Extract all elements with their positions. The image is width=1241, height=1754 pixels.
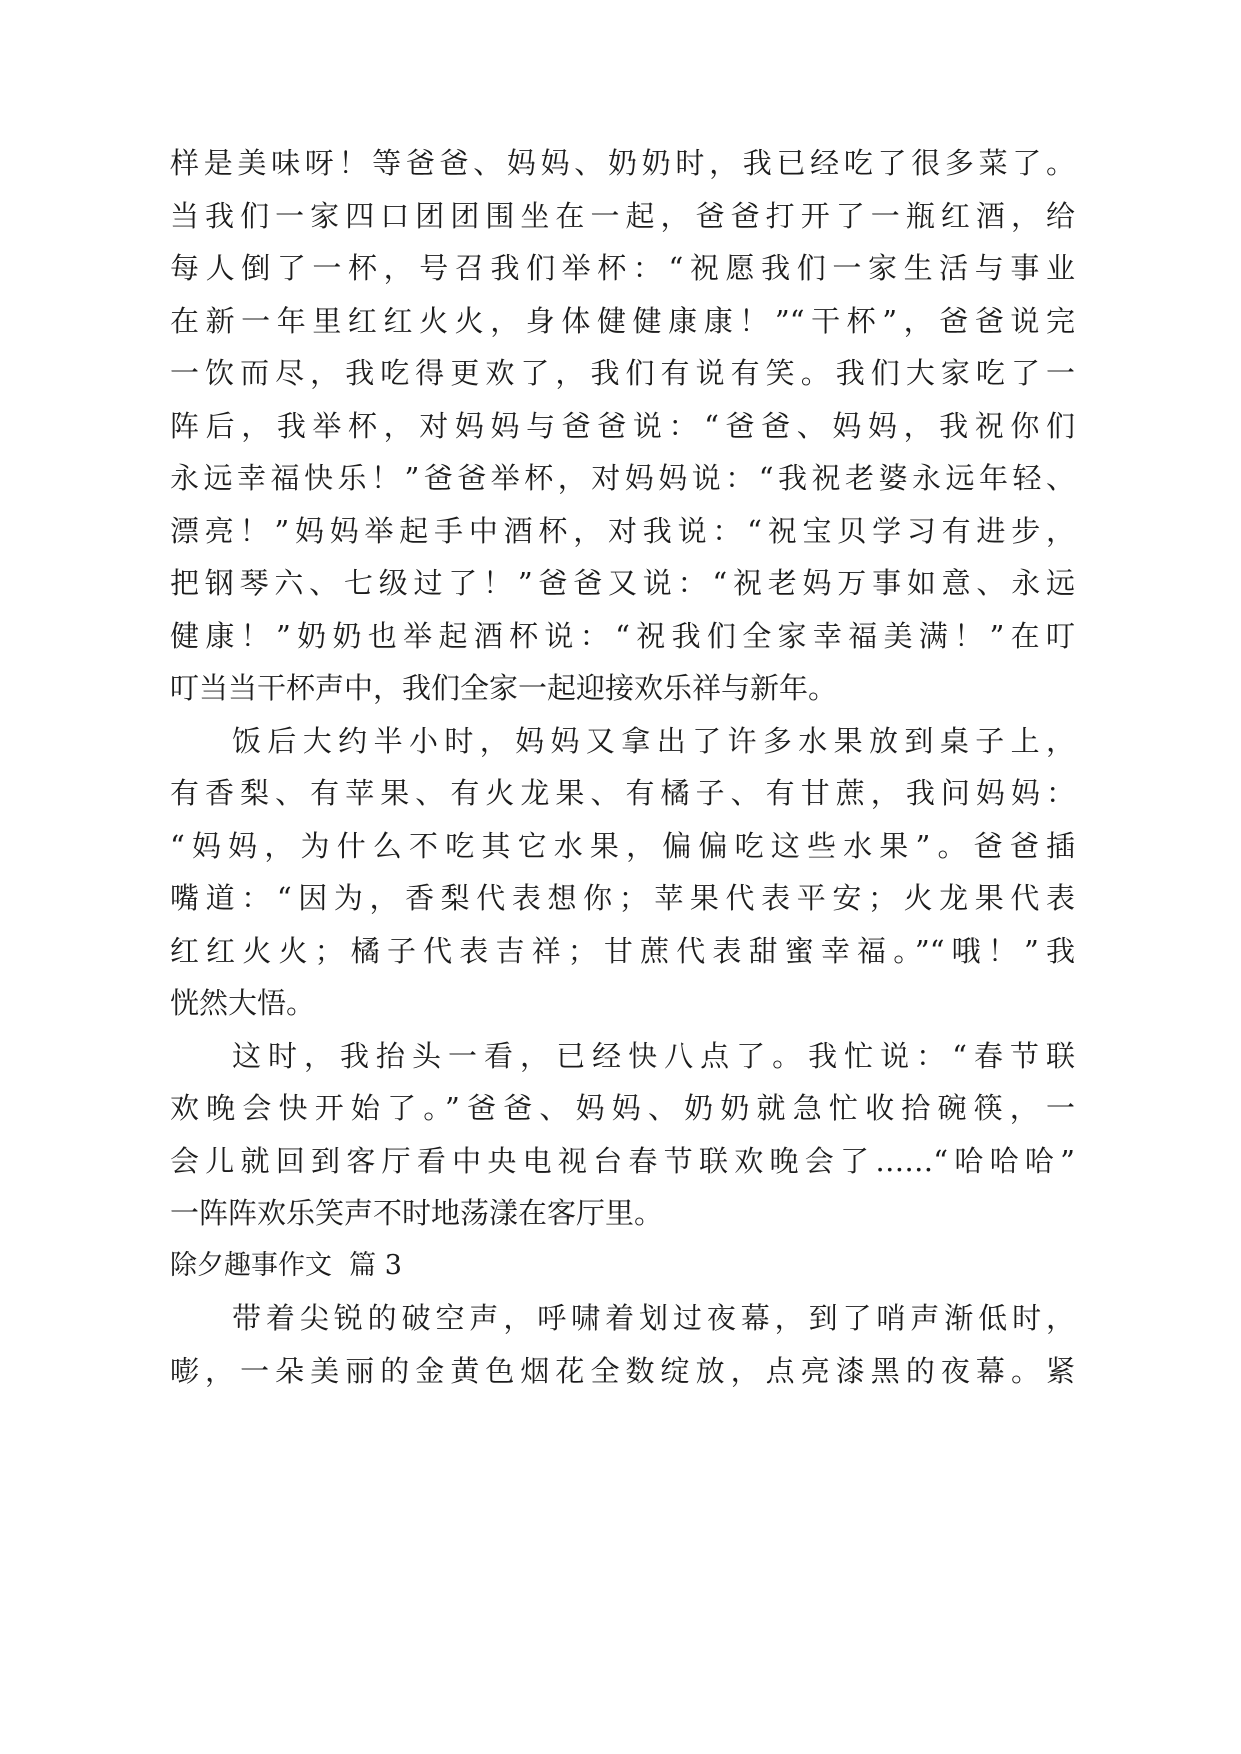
text-line: 嘭，一朵美丽的金黄色烟花全数绽放，点亮漆黑的夜幕。紧: [170, 1353, 1075, 1388]
text-line: 把钢琴六、七级过了！”爸爸又说：“祝老妈万事如意、永远: [170, 566, 1075, 600]
text-line: 阵后，我举杯，对妈妈与爸爸说：“爸爸、妈妈，我祝你们: [170, 408, 1075, 443]
paragraph: [170, 137, 1075, 715]
text-line: 这时，我抬头一看，已经快八点了。我忙说：“春节联: [232, 1038, 1075, 1073]
text-line: 一阵阵欢乐笑声不时地荡漾在客厅里。: [170, 1196, 664, 1230]
text-line: 一饮而尽，我吃得更欢了，我们有说有笑。我们大家吃了一: [170, 356, 1075, 390]
text-line: 当我们一家四口团团围坐在一起，爸爸打开了一瓶红酒，给: [170, 198, 1075, 233]
text-line: 样是美味呀！等爸爸、妈妈、奶奶时，我已经吃了很多菜了。: [170, 146, 1075, 180]
text-line: 在新一年里红红火火，身体健健康康！”“干杯”，爸爸说完: [170, 303, 1075, 338]
text-line: 会儿就回到客厅看中央电视台春节联欢晚会了……“哈哈哈”: [170, 1143, 1075, 1178]
text-line: 欢晚会快开始了。”爸爸、妈妈、奶奶就急忙收拾碗筷，一: [170, 1091, 1075, 1125]
paragraph: [170, 1030, 1075, 1240]
text-line: 红红火火；橘子代表吉祥；甘蔗代表甜蜜幸福。”“哦！”我: [170, 933, 1075, 968]
text-line: 嘴道：“因为，香梨代表想你；苹果代表平安；火龙果代表: [170, 881, 1075, 915]
text-line: 健康！”奶奶也举起酒杯说：“祝我们全家幸福美满！”在叮: [170, 618, 1075, 653]
text-line: 恍然大悟。: [170, 986, 316, 1020]
text-line: 带着尖锐的破空声，呼啸着划过夜幕，到了哨声渐低时，: [232, 1301, 1075, 1335]
text-line: 每人倒了一杯，号召我们举杯：“祝愿我们一家生活与事业: [170, 251, 1075, 285]
document-body: [170, 137, 1075, 1397]
section-heading: 除夕趣事作文 篇 3: [170, 1249, 402, 1281]
text-line: 有香梨、有苹果、有火龙果、有橘子、有甘蔗，我问妈妈：: [170, 776, 1075, 810]
paragraph: [170, 1292, 1075, 1397]
text-line: 叮当当干杯声中，我们全家一起迎接欢乐祥与新年。: [170, 671, 838, 705]
text-line: 永远幸福快乐！”爸爸举杯，对妈妈说：“我祝老婆永远年轻、: [170, 461, 1075, 495]
paragraph: [170, 715, 1075, 1030]
text-line: “妈妈，为什么不吃其它水果，偏偏吃这些水果”。爸爸插: [170, 828, 1075, 863]
text-line: 饭后大约半小时，妈妈又拿出了许多水果放到桌子上，: [232, 723, 1075, 758]
text-line: 漂亮！”妈妈举起手中酒杯，对我说：“祝宝贝学习有进步，: [170, 513, 1075, 548]
